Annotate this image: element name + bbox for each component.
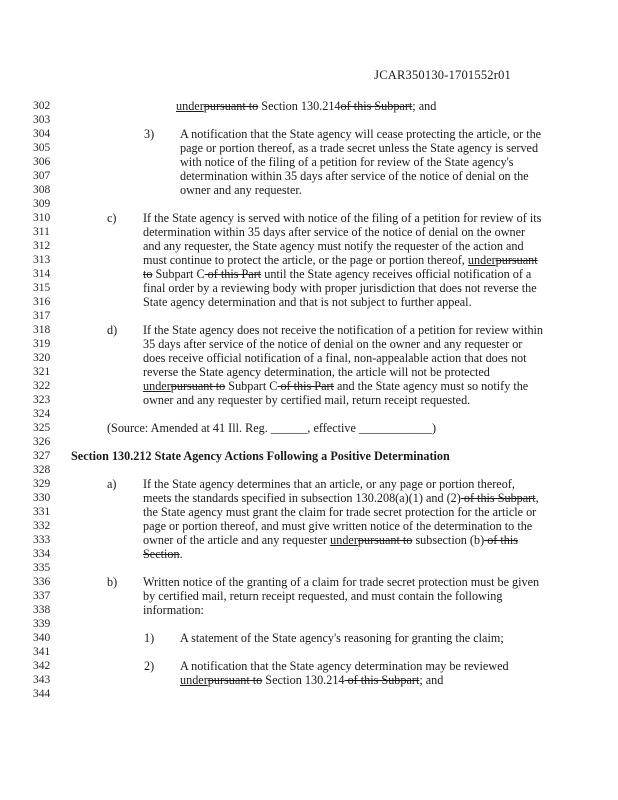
- list-label: 3): [144, 127, 155, 141]
- line-number: 317: [33, 310, 51, 322]
- text-line-311: determination within 35 days after service of the notice of denial on the owner: [143, 225, 526, 239]
- line-number: 343: [33, 674, 51, 686]
- line-number: 328: [33, 464, 51, 476]
- line-number: 336: [33, 576, 51, 588]
- text-line-305: page or portion thereof, as a trade secret unless the State agency is served: [180, 141, 539, 155]
- line-number: 333: [33, 534, 51, 546]
- text-line-329: If the State agency determines that an article, or any page or portion thereof,: [143, 477, 515, 491]
- text-line-310: If the State agency is served with notice of the filing of a petition for review of its: [143, 211, 542, 225]
- line-number: 341: [33, 646, 51, 658]
- line-number: 342: [33, 660, 51, 672]
- text-line-312: and any requester, the State agency must notify the requester of the action and: [143, 239, 524, 253]
- section-heading: Section 130.212 State Agency Actions Following a Positive Determination: [71, 449, 450, 463]
- text-line-306: with notice of the filing of a petition for review of the State agency's: [180, 155, 514, 169]
- text-line-308: owner and any requester.: [180, 183, 302, 197]
- text-line-316: State agency determination and that is not subject to further appeal.: [143, 295, 472, 309]
- line-number: 309: [33, 198, 51, 210]
- line-number: 320: [33, 352, 51, 364]
- line-number: 310: [33, 212, 51, 224]
- text-line-332: page or portion thereof, and must give written notice of the determination to the: [143, 519, 533, 533]
- line-number: 325: [33, 422, 51, 434]
- line-number: 322: [33, 380, 51, 392]
- line-number: 329: [33, 478, 51, 490]
- text-line-323: owner and any requester by certified mail, return receipt requested.: [143, 393, 471, 407]
- line-number: 303: [33, 114, 51, 126]
- strikethrough-delete: pursuant to: [203, 99, 259, 113]
- text-line-331: the State agency must grant the claim for trade secret protection for the article or: [143, 505, 537, 519]
- line-number: 334: [33, 548, 51, 560]
- line-number: 316: [33, 296, 51, 308]
- line-number: 337: [33, 590, 51, 602]
- source-note: (Source: Amended at 41 Ill. Reg. ______, effective ____________): [107, 421, 437, 435]
- line-number: 304: [33, 128, 51, 140]
- text-line-307: determination within 35 days after service of the notice of denial on the: [180, 169, 529, 183]
- list-label: d): [107, 323, 118, 337]
- line-number: 319: [33, 338, 51, 350]
- document-id: JCAR350130-1701552r01: [374, 68, 511, 82]
- line-number: 302: [33, 100, 51, 112]
- underline-insert: under: [176, 99, 204, 113]
- line-number: 307: [33, 170, 51, 182]
- text-line-315: final order by a reviewing body with proper jurisdiction that does not reverse the: [143, 281, 537, 295]
- text-line-338: information:: [143, 603, 204, 617]
- text-line-320: does receive official notification of a final, non-appealable action that does not: [143, 351, 527, 365]
- text-line-342: A notification that the State agency determination may be reviewed: [180, 659, 509, 673]
- line-number: 338: [33, 604, 51, 616]
- line-number: 318: [33, 324, 51, 336]
- text-line-321: reverse the State agency determination, the article will not be protected: [143, 365, 490, 379]
- line-number: 311: [33, 226, 50, 238]
- line-number: 340: [33, 632, 51, 644]
- line-number: 313: [33, 254, 51, 266]
- line-number: 339: [33, 618, 51, 630]
- text-line-313: must continue to protect the article, or the page or portion thereof, underpursuant: [143, 253, 538, 267]
- line-number: 314: [33, 268, 51, 280]
- line-number: 332: [33, 520, 51, 532]
- text-line-336: Written notice of the granting of a claim for trade secret protection must be given: [143, 575, 540, 589]
- line-number: 306: [33, 156, 51, 168]
- line-number: 315: [33, 282, 51, 294]
- text-line-304: A notification that the State agency will cease protecting the article, or the: [180, 127, 542, 141]
- text-line-343: underpursuant to Section 130.214 of this Subpart; and: [180, 673, 444, 687]
- line-number: 308: [33, 184, 51, 196]
- list-label: 1): [144, 631, 155, 645]
- list-label: b): [107, 575, 118, 589]
- list-label: c): [107, 211, 117, 225]
- line-number: 324: [33, 408, 51, 420]
- text-line-337: by certified mail, return receipt requested, and must contain the following: [143, 589, 503, 603]
- line-number: 326: [33, 436, 51, 448]
- line-number: 335: [33, 562, 51, 574]
- line-number: 344: [33, 688, 51, 700]
- text-line-322: underpursuant to Subpart C of this Part and the State agency must so notify the: [143, 379, 529, 393]
- text-line-302: underpursuant to Section 130.214of this Subpart; and: [176, 99, 437, 113]
- text-line-340: A statement of the State agency's reasoning for granting the claim;: [180, 631, 504, 645]
- text-line-314: to Subpart C of this Part until the State agency receives official notification of a: [143, 267, 532, 281]
- line-number: 327: [33, 450, 51, 462]
- line-number: 321: [33, 366, 51, 378]
- text-line-334: Section.: [143, 547, 183, 561]
- line-number: 331: [33, 506, 51, 518]
- text-line-318: If the State agency does not receive the notification of a petition for review within: [143, 323, 544, 337]
- line-number: 323: [33, 394, 51, 406]
- text-line-330: meets the standards specified in subsection 130.208(a)(1) and (2) of this Subpart,: [143, 491, 539, 505]
- line-number: 330: [33, 492, 51, 504]
- text-line-319: 35 days after service of the notice of denial on the owner and any requester or: [143, 337, 523, 351]
- line-number: 312: [33, 240, 51, 252]
- list-label: 2): [144, 659, 155, 673]
- line-number: 305: [33, 142, 51, 154]
- list-label: a): [107, 477, 117, 491]
- text-line-333: owner of the article and any requester underpursuant to subsection (b) of this: [143, 533, 519, 547]
